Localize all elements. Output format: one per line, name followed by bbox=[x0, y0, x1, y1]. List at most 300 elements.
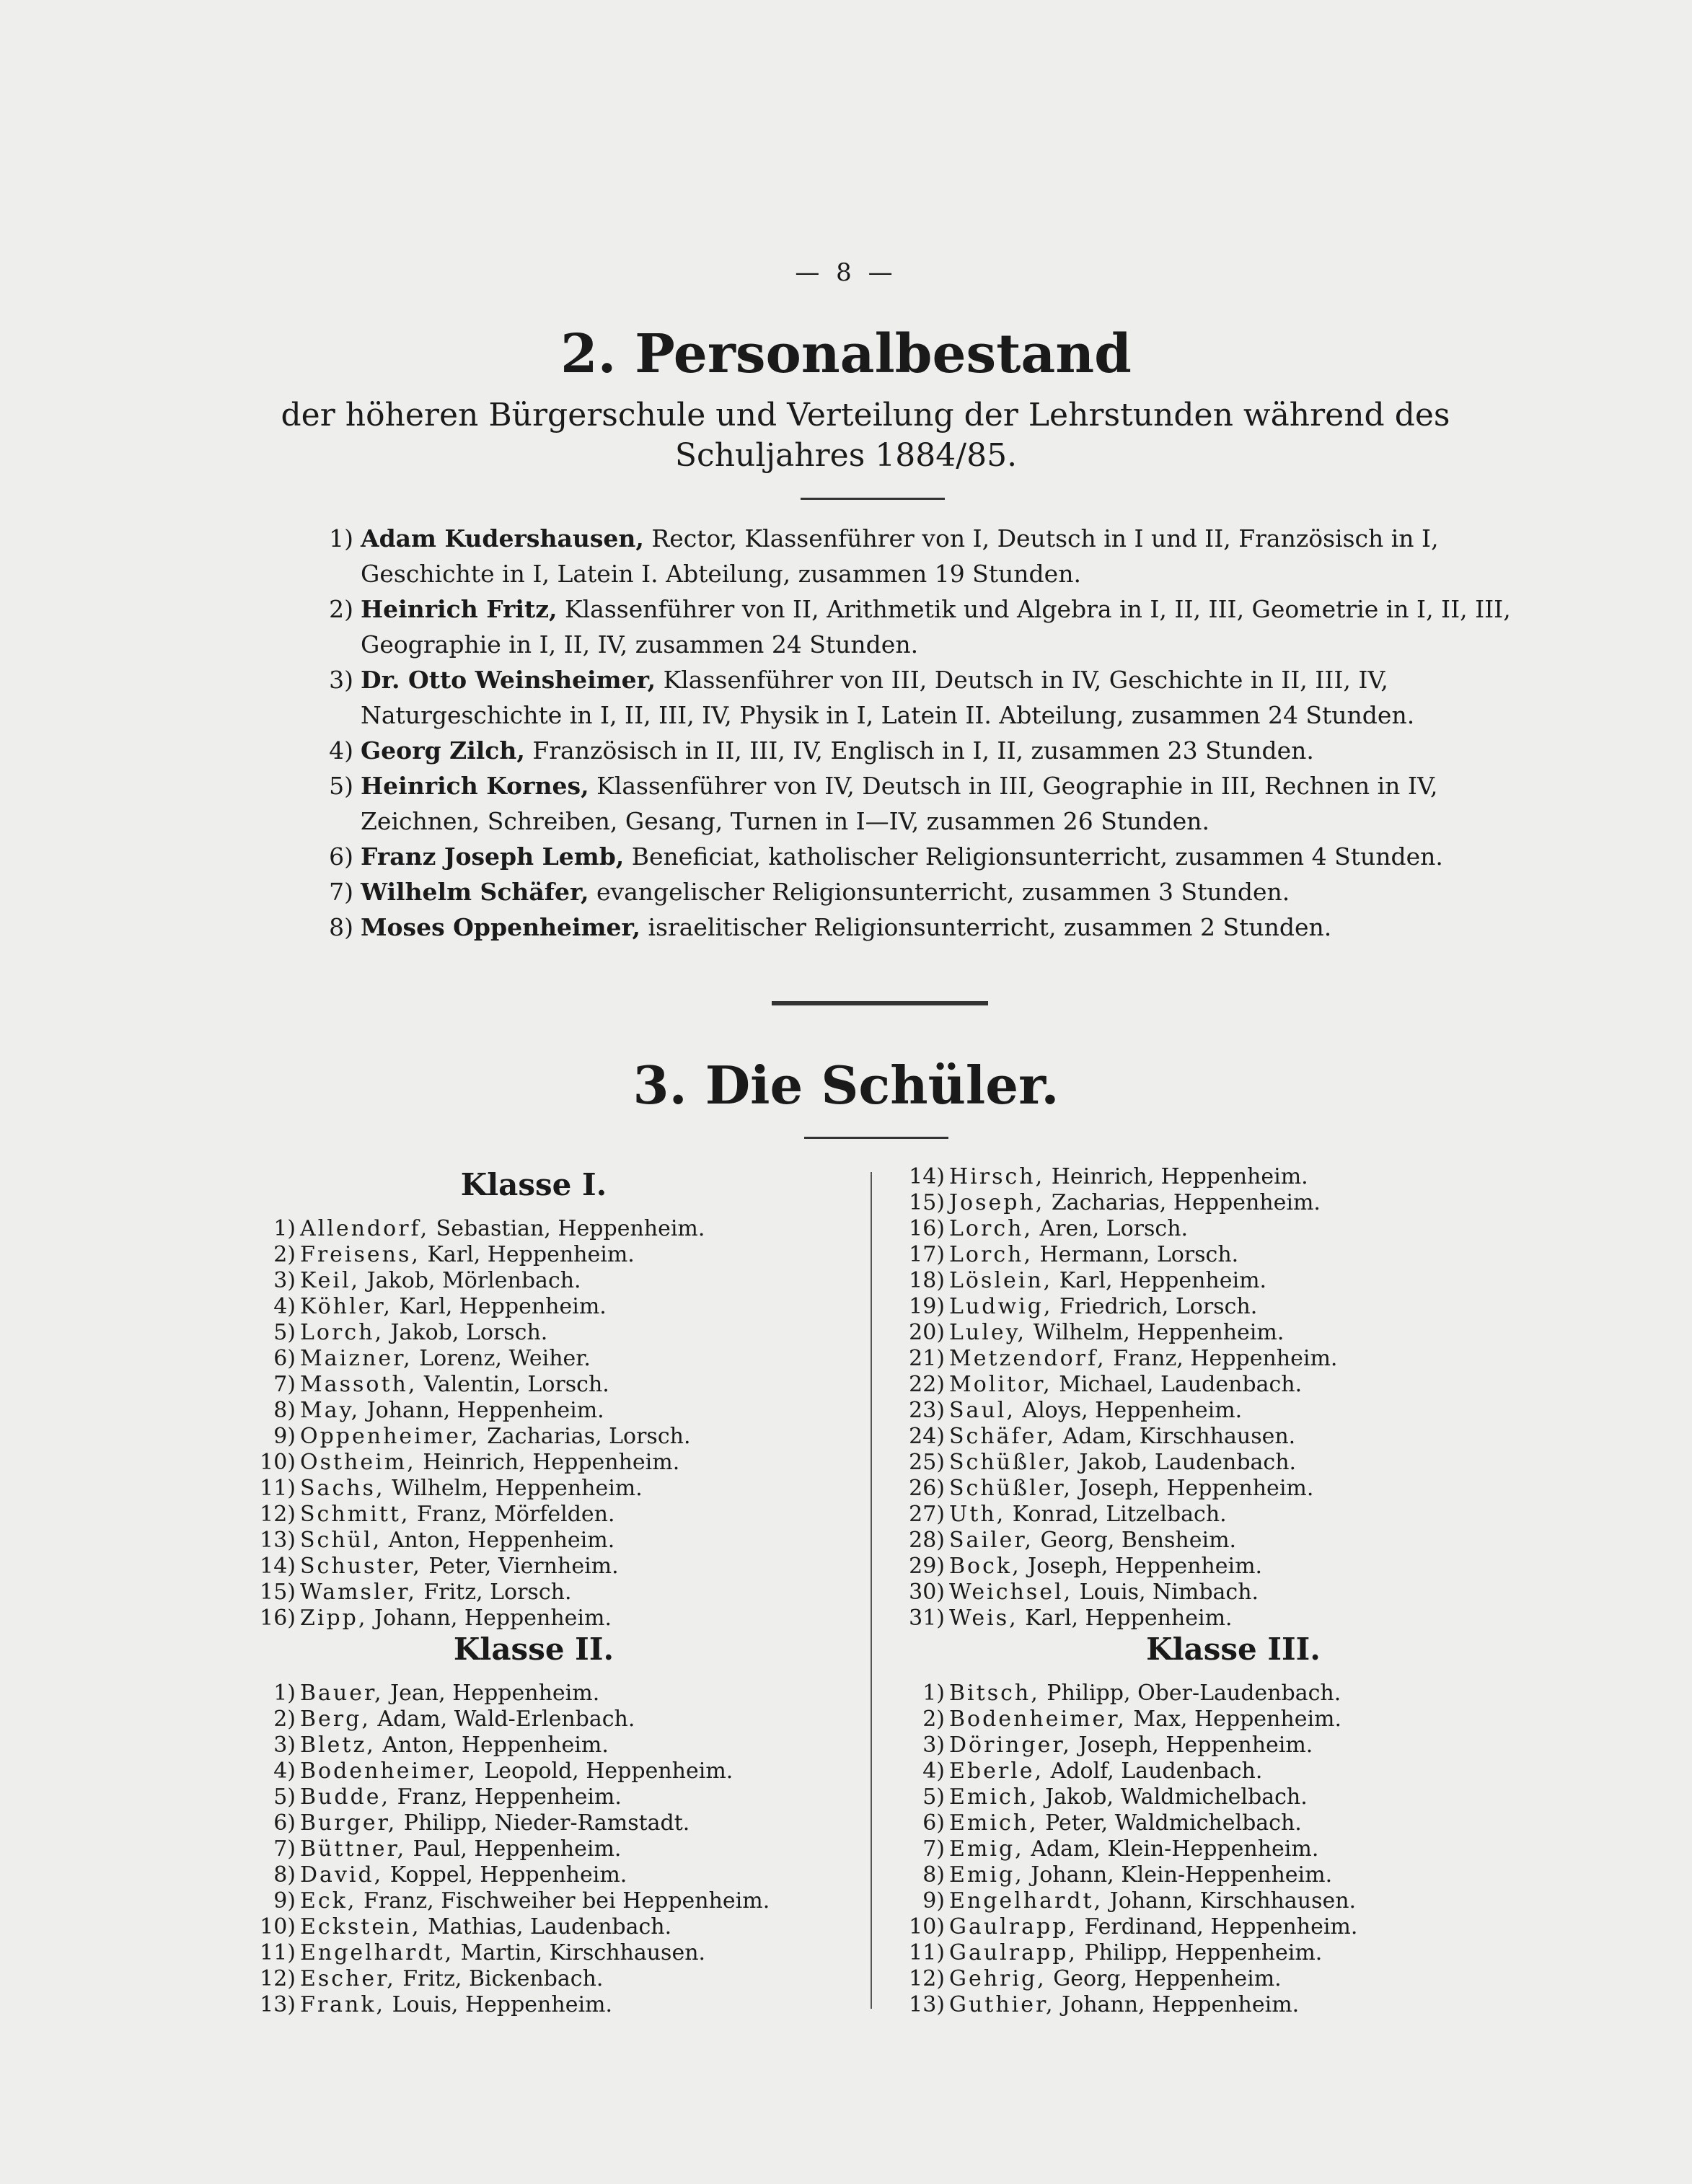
staff-duties: Rector, Klassenführer von I, Deutsch in I und II, Französisch in I, Geschichte in I, Latein I. Abteilung, zusammen 19 Stunden. bbox=[361, 524, 1439, 588]
student-number: 2) bbox=[922, 1707, 945, 1732]
student-number: 23) bbox=[909, 1398, 945, 1423]
student-surname: Eckstein, bbox=[300, 1914, 421, 1939]
student-given-name-and-town: Joseph, Heppenheim. bbox=[1021, 1554, 1263, 1579]
student-text bbox=[300, 1966, 844, 1992]
student-surname: Emig, bbox=[949, 1836, 1024, 1862]
student-number: 5) bbox=[273, 1784, 296, 1810]
student-entry bbox=[902, 1398, 1479, 1424]
student-given-name-and-town: Konrad, Litzelbach. bbox=[1005, 1502, 1227, 1527]
student-surname: Schmitt, bbox=[300, 1502, 410, 1527]
student-number: 4) bbox=[273, 1294, 296, 1319]
student-given-name-and-town: Friedrich, Lorsch. bbox=[1052, 1294, 1258, 1319]
student-surname: Schüßler, bbox=[949, 1476, 1072, 1501]
staff-entry-text bbox=[361, 874, 1536, 910]
student-surname: Sachs, bbox=[300, 1476, 385, 1501]
student-text bbox=[300, 1528, 844, 1554]
student-text bbox=[949, 1268, 1479, 1294]
student-entry bbox=[252, 1294, 844, 1320]
section-2-title: 2. Personalbestand bbox=[560, 323, 1132, 385]
student-entry bbox=[252, 1784, 844, 1810]
staff-entry-number: 3) bbox=[329, 666, 353, 694]
student-text bbox=[949, 1862, 1479, 1888]
student-number: 30) bbox=[909, 1580, 945, 1605]
student-surname: May, bbox=[300, 1398, 361, 1423]
student-given-name-and-town: Karl, Heppenheim. bbox=[392, 1294, 607, 1319]
staff-name: Dr. Otto Weinsheimer, bbox=[361, 666, 656, 694]
section-2-subtitle-line-1: der höheren Bürgerschule und Verteilung der Lehrstunden während des bbox=[281, 397, 1450, 433]
column-divider bbox=[871, 1172, 872, 2009]
student-entry bbox=[902, 1836, 1479, 1862]
student-text bbox=[949, 1784, 1479, 1810]
student-number: 14) bbox=[260, 1554, 296, 1579]
student-entry bbox=[902, 1810, 1479, 1836]
student-surname: David, bbox=[300, 1862, 384, 1888]
student-number: 3) bbox=[922, 1732, 945, 1758]
student-text bbox=[949, 1888, 1479, 1914]
student-entry bbox=[902, 1450, 1479, 1476]
student-entry bbox=[902, 1528, 1479, 1554]
student-entry bbox=[252, 1398, 844, 1424]
student-surname: Frank, bbox=[300, 1992, 386, 2017]
student-text bbox=[949, 1398, 1479, 1424]
student-text bbox=[949, 1681, 1479, 1707]
student-number: 7) bbox=[273, 1372, 296, 1397]
student-entry bbox=[902, 1242, 1479, 1268]
student-number: 8) bbox=[922, 1862, 945, 1888]
student-surname: Hirsch, bbox=[949, 1164, 1045, 1189]
klasse-2-heading: Klasse II. bbox=[453, 1632, 614, 1667]
staff-entry-text bbox=[361, 733, 1536, 768]
staff-name: Heinrich Kornes, bbox=[361, 772, 589, 800]
student-number: 11) bbox=[260, 1476, 296, 1501]
student-surname: Gaulrapp, bbox=[949, 1940, 1078, 1965]
student-surname: Guthier, bbox=[949, 1992, 1055, 2017]
student-text bbox=[300, 1758, 844, 1784]
student-entry bbox=[902, 1164, 1479, 1190]
student-given-name-and-town: Adam, Wald-Erlenbach. bbox=[370, 1707, 635, 1732]
student-surname: Weichsel, bbox=[949, 1580, 1073, 1605]
student-text bbox=[300, 1268, 844, 1294]
student-text bbox=[949, 1707, 1479, 1732]
student-text bbox=[300, 1502, 844, 1528]
student-text bbox=[300, 1810, 844, 1836]
student-entry bbox=[902, 1758, 1479, 1784]
student-entry bbox=[252, 1320, 844, 1346]
student-entry bbox=[902, 1966, 1479, 1992]
staff-entry-number: 8) bbox=[329, 913, 353, 941]
student-surname: Ostheim, bbox=[300, 1450, 416, 1475]
student-given-name-and-town: Max, Heppenheim. bbox=[1126, 1707, 1342, 1732]
student-entry bbox=[252, 1836, 844, 1862]
student-text bbox=[949, 1450, 1479, 1476]
student-entry bbox=[902, 1888, 1479, 1914]
student-surname: Ludwig, bbox=[949, 1294, 1053, 1319]
staff-duties: Beneficiat, katholischer Religionsunterricht, zusammen 4 Stunden. bbox=[624, 842, 1443, 871]
staff-name: Heinrich Fritz, bbox=[361, 595, 558, 623]
student-given-name-and-town: Louis, Heppenheim. bbox=[385, 1992, 613, 2017]
student-entry bbox=[252, 1216, 844, 1242]
student-number: 18) bbox=[909, 1268, 945, 1293]
student-entry bbox=[252, 1914, 844, 1940]
student-number: 1) bbox=[922, 1681, 945, 1706]
staff-entry-number: 7) bbox=[329, 878, 353, 906]
student-entry bbox=[252, 1888, 844, 1914]
student-given-name-and-town: Jean, Heppenheim. bbox=[383, 1681, 600, 1706]
student-text bbox=[949, 1914, 1479, 1940]
student-surname: Maizner, bbox=[300, 1346, 413, 1371]
klasse-3-student-list bbox=[902, 1681, 1479, 2018]
student-number: 1) bbox=[273, 1216, 296, 1241]
student-text bbox=[949, 1992, 1479, 2018]
student-text bbox=[300, 1836, 844, 1862]
student-given-name-and-town: Koppel, Heppenheim. bbox=[383, 1862, 627, 1888]
student-entry bbox=[902, 1372, 1479, 1398]
student-entry bbox=[902, 1320, 1479, 1346]
student-surname: Joseph, bbox=[949, 1190, 1045, 1215]
student-number: 16) bbox=[909, 1216, 945, 1241]
student-text bbox=[949, 1346, 1479, 1372]
student-number: 21) bbox=[909, 1346, 945, 1371]
staff-duties: Klassenführer von IV, Deutsch in III, Geographie in III, Rechnen in IV, Zeichnen, Schreiben, Gesang, Turnen in I—IV, zusammen 26 Stunden. bbox=[361, 772, 1438, 835]
staff-entry-number: 5) bbox=[329, 772, 353, 800]
student-text bbox=[300, 1398, 844, 1424]
student-number: 24) bbox=[909, 1424, 945, 1449]
student-given-name-and-town: Aren, Lorsch. bbox=[1032, 1216, 1189, 1241]
student-text bbox=[949, 1216, 1479, 1242]
student-entry bbox=[902, 1940, 1479, 1966]
student-number: 2) bbox=[273, 1707, 296, 1732]
student-entry bbox=[252, 1554, 844, 1580]
student-surname: Keil, bbox=[300, 1268, 361, 1293]
student-given-name-and-town: Heinrich, Heppenheim. bbox=[415, 1450, 680, 1475]
student-given-name-and-town: Valentin, Lorsch. bbox=[417, 1372, 609, 1397]
student-given-name-and-town: Johann, Kirschhausen. bbox=[1103, 1888, 1357, 1914]
staff-name: Georg Zilch, bbox=[361, 736, 525, 765]
student-number: 2) bbox=[273, 1242, 296, 1267]
student-number: 6) bbox=[273, 1810, 296, 1836]
student-text bbox=[300, 1554, 844, 1580]
student-surname: Lorch, bbox=[949, 1216, 1033, 1241]
student-surname: Saul, bbox=[949, 1398, 1015, 1423]
student-text bbox=[949, 1554, 1479, 1580]
student-given-name-and-town: Wilhelm, Heppenheim. bbox=[384, 1476, 643, 1501]
student-given-name-and-town: Fritz, Lorsch. bbox=[416, 1580, 572, 1605]
student-text bbox=[300, 1992, 844, 2018]
student-number: 27) bbox=[909, 1502, 945, 1527]
student-surname: Köhler, bbox=[300, 1294, 392, 1319]
student-given-name-and-town: Karl, Heppenheim. bbox=[1018, 1606, 1233, 1631]
student-number: 6) bbox=[922, 1810, 945, 1836]
student-surname: Massoth, bbox=[300, 1372, 418, 1397]
student-given-name-and-town: Martin, Kirschhausen. bbox=[454, 1940, 706, 1965]
student-given-name-and-town: Karl, Heppenheim. bbox=[420, 1242, 635, 1267]
student-text bbox=[300, 1216, 844, 1242]
student-given-name-and-town: Michael, Laudenbach. bbox=[1052, 1372, 1303, 1397]
divider-rule bbox=[804, 1137, 948, 1139]
student-text bbox=[949, 1476, 1479, 1502]
klasse-2-student-list bbox=[252, 1681, 844, 2018]
student-given-name-and-town: Jakob, Waldmichelbach. bbox=[1038, 1784, 1308, 1810]
student-entry bbox=[252, 1992, 844, 2018]
student-surname: Wamsler, bbox=[300, 1580, 417, 1605]
student-number: 3) bbox=[273, 1732, 296, 1758]
student-surname: Emig, bbox=[949, 1862, 1024, 1888]
student-surname: Luley, bbox=[949, 1320, 1027, 1345]
student-entry bbox=[252, 1424, 844, 1450]
section-3-title: 3. Die Schüler. bbox=[633, 1054, 1059, 1116]
student-entry bbox=[252, 1372, 844, 1398]
student-given-name-and-town: Anton, Heppenheim. bbox=[382, 1528, 615, 1553]
student-text bbox=[300, 1320, 844, 1346]
student-surname: Büttner, bbox=[300, 1836, 407, 1862]
staff-entry-number: 1) bbox=[329, 524, 353, 552]
student-entry bbox=[902, 1914, 1479, 1940]
student-text bbox=[300, 1424, 844, 1450]
student-entry bbox=[252, 1862, 844, 1888]
section-2-subtitle-line-2: Schuljahres 1884/85. bbox=[674, 437, 1018, 474]
student-given-name-and-town: Johann, Klein-Heppenheim. bbox=[1023, 1862, 1333, 1888]
student-given-name-and-town: Fritz, Bickenbach. bbox=[395, 1966, 604, 1991]
student-given-name-and-town: Peter, Waldmichelbach. bbox=[1038, 1810, 1302, 1836]
student-entry bbox=[252, 1732, 844, 1758]
student-surname: Bletz, bbox=[300, 1732, 376, 1758]
student-number: 11) bbox=[260, 1940, 296, 1965]
student-surname: Bodenheimer, bbox=[949, 1707, 1127, 1732]
divider-rule bbox=[801, 498, 945, 500]
student-number: 5) bbox=[922, 1784, 945, 1810]
student-given-name-and-town: Karl, Heppenheim. bbox=[1052, 1268, 1267, 1293]
student-entry bbox=[252, 1580, 844, 1606]
student-surname: Schül, bbox=[300, 1528, 382, 1553]
student-text bbox=[949, 1580, 1479, 1606]
student-number: 5) bbox=[273, 1320, 296, 1345]
student-surname: Bitsch, bbox=[949, 1681, 1040, 1706]
student-number: 1) bbox=[273, 1681, 296, 1706]
student-surname: Molitor, bbox=[949, 1372, 1052, 1397]
staff-entry bbox=[310, 733, 1536, 768]
student-given-name-and-town: Zacharias, Lorsch. bbox=[480, 1424, 691, 1449]
student-given-name-and-town: Franz, Heppenheim. bbox=[1106, 1346, 1338, 1371]
student-text bbox=[300, 1888, 844, 1914]
klasse-1-student-list bbox=[252, 1216, 844, 1632]
student-text bbox=[300, 1784, 844, 1810]
student-given-name-and-town: Franz, Fischweiher bei Heppenheim. bbox=[356, 1888, 770, 1914]
student-surname: Emich, bbox=[949, 1810, 1039, 1836]
student-given-name-and-town: Jakob, Mörlenbach. bbox=[360, 1268, 581, 1293]
section-divider-rule bbox=[772, 1001, 988, 1005]
student-entry bbox=[252, 1940, 844, 1966]
student-entry bbox=[902, 1476, 1479, 1502]
student-surname: Uth, bbox=[949, 1502, 1006, 1527]
student-number: 3) bbox=[273, 1268, 296, 1293]
student-entry bbox=[902, 1294, 1479, 1320]
staff-entry-number: 4) bbox=[329, 736, 353, 765]
student-entry bbox=[252, 1242, 844, 1268]
student-number: 11) bbox=[909, 1940, 945, 1965]
student-number: 10) bbox=[260, 1914, 296, 1939]
student-number: 10) bbox=[909, 1914, 945, 1939]
student-entry bbox=[252, 1476, 844, 1502]
student-text bbox=[949, 1528, 1479, 1554]
student-entry bbox=[902, 1732, 1479, 1758]
student-given-name-and-town: Adam, Klein-Heppenheim. bbox=[1023, 1836, 1319, 1862]
student-given-name-and-town: Jakob, Lorsch. bbox=[383, 1320, 548, 1345]
student-surname: Schüßler, bbox=[949, 1450, 1072, 1475]
student-entry bbox=[902, 1268, 1479, 1294]
student-number: 9) bbox=[273, 1424, 296, 1449]
student-number: 13) bbox=[909, 1992, 945, 2017]
student-entry bbox=[252, 1450, 844, 1476]
staff-name: Franz Joseph Lemb, bbox=[361, 842, 625, 871]
student-surname: Budde, bbox=[300, 1784, 391, 1810]
student-text bbox=[300, 1606, 844, 1632]
student-text bbox=[949, 1732, 1479, 1758]
student-number: 12) bbox=[909, 1966, 945, 1991]
student-surname: Berg, bbox=[300, 1707, 371, 1732]
student-text bbox=[300, 1862, 844, 1888]
klasse-1-student-list-continued bbox=[902, 1164, 1479, 1632]
student-given-name-and-town: Johann, Heppenheim. bbox=[367, 1606, 612, 1631]
staff-duties: Klassenführer von III, Deutsch in IV, Geschichte in II, III, IV, Naturgeschichte in I, II, III, IV, Physik in I, Latein II. Abteilung, zusammen 24 Stunden. bbox=[361, 666, 1415, 729]
student-text bbox=[300, 1732, 844, 1758]
student-text bbox=[300, 1450, 844, 1476]
student-entry bbox=[902, 1580, 1479, 1606]
student-text bbox=[949, 1294, 1479, 1320]
student-number: 4) bbox=[922, 1758, 945, 1784]
student-entry bbox=[902, 1424, 1479, 1450]
student-text bbox=[949, 1424, 1479, 1450]
staff-duties: Französisch in II, III, IV, Englisch in I, II, zusammen 23 Stunden. bbox=[524, 736, 1314, 765]
klasse-1-heading: Klasse I. bbox=[460, 1167, 607, 1202]
student-number: 17) bbox=[909, 1242, 945, 1267]
student-entry bbox=[252, 1502, 844, 1528]
klasse-3-heading: Klasse III. bbox=[1146, 1632, 1321, 1667]
staff-name: Adam Kudershausen, bbox=[361, 524, 644, 552]
student-surname: Gehrig, bbox=[949, 1966, 1047, 1991]
student-surname: Gaulrapp, bbox=[949, 1914, 1078, 1939]
student-given-name-and-town: Zacharias, Heppenheim. bbox=[1044, 1190, 1321, 1215]
student-given-name-and-town: Georg, Bensheim. bbox=[1033, 1528, 1237, 1553]
staff-entry-text bbox=[361, 591, 1536, 662]
student-entry bbox=[902, 1216, 1479, 1242]
student-surname: Engelhardt, bbox=[949, 1888, 1103, 1914]
student-surname: Schuster, bbox=[300, 1554, 422, 1579]
staff-entry-text bbox=[361, 910, 1536, 945]
student-text bbox=[949, 1320, 1479, 1346]
student-text bbox=[949, 1836, 1479, 1862]
staff-entry-text bbox=[361, 768, 1536, 839]
student-surname: Metzendorf, bbox=[949, 1346, 1106, 1371]
staff-entry-text bbox=[361, 839, 1536, 874]
student-given-name-and-town: Philipp, Nieder-Ramstadt. bbox=[397, 1810, 690, 1836]
staff-name: Moses Oppenheimer, bbox=[361, 913, 640, 941]
student-surname: Emich, bbox=[949, 1784, 1039, 1810]
student-entry bbox=[252, 1346, 844, 1372]
student-number: 8) bbox=[273, 1862, 296, 1888]
student-given-name-and-town: Joseph, Heppenheim. bbox=[1072, 1476, 1314, 1501]
student-text bbox=[300, 1372, 844, 1398]
student-given-name-and-town: Georg, Heppenheim. bbox=[1046, 1966, 1282, 1991]
student-given-name-and-town: Hermann, Lorsch. bbox=[1032, 1242, 1239, 1267]
student-given-name-and-town: Leopold, Heppenheim. bbox=[477, 1758, 733, 1784]
student-given-name-and-town: Franz, Mörfelden. bbox=[410, 1502, 615, 1527]
student-given-name-and-town: Wilhelm, Heppenheim. bbox=[1026, 1320, 1285, 1345]
student-entry bbox=[252, 1528, 844, 1554]
student-surname: Weis, bbox=[949, 1606, 1018, 1631]
student-text bbox=[949, 1164, 1479, 1190]
student-entry bbox=[902, 1554, 1479, 1580]
student-surname: Bock, bbox=[949, 1554, 1021, 1579]
student-text bbox=[949, 1502, 1479, 1528]
student-text bbox=[949, 1190, 1479, 1216]
staff-duties: evangelischer Religionsunterricht, zusammen 3 Stunden. bbox=[589, 878, 1290, 906]
student-number: 19) bbox=[909, 1294, 945, 1319]
student-number: 26) bbox=[909, 1476, 945, 1501]
student-number: 31) bbox=[909, 1606, 945, 1631]
student-surname: Engelhardt, bbox=[300, 1940, 454, 1965]
student-surname: Allendorf, bbox=[300, 1216, 430, 1241]
student-text bbox=[300, 1242, 844, 1268]
student-surname: Schäfer, bbox=[949, 1424, 1056, 1449]
student-surname: Döringer, bbox=[949, 1732, 1072, 1758]
staff-entry bbox=[310, 768, 1536, 839]
student-surname: Escher, bbox=[300, 1966, 396, 1991]
student-text bbox=[300, 1681, 844, 1707]
student-given-name-and-town: Heinrich, Heppenheim. bbox=[1044, 1164, 1308, 1189]
student-surname: Burger, bbox=[300, 1810, 397, 1836]
student-given-name-and-town: Mathias, Laudenbach. bbox=[420, 1914, 672, 1939]
student-text bbox=[949, 1372, 1479, 1398]
student-text bbox=[300, 1940, 844, 1966]
student-number: 16) bbox=[260, 1606, 296, 1631]
student-entry bbox=[902, 1681, 1479, 1707]
student-entry bbox=[902, 1606, 1479, 1632]
student-surname: Lorch, bbox=[300, 1320, 384, 1345]
student-given-name-and-town: Adam, Kirschhausen. bbox=[1056, 1424, 1296, 1449]
student-given-name-and-town: Franz, Heppenheim. bbox=[390, 1784, 622, 1810]
student-given-name-and-town: Paul, Heppenheim. bbox=[406, 1836, 622, 1862]
student-surname: Sailer, bbox=[949, 1528, 1034, 1553]
student-given-name-and-town: Adolf, Laudenbach. bbox=[1044, 1758, 1263, 1784]
student-number: 15) bbox=[909, 1190, 945, 1215]
staff-entry-number: 2) bbox=[329, 595, 353, 623]
student-entry bbox=[252, 1681, 844, 1707]
student-given-name-and-town: Johann, Heppenheim. bbox=[1054, 1992, 1300, 2017]
student-entry bbox=[902, 1502, 1479, 1528]
student-number: 9) bbox=[273, 1888, 296, 1914]
student-surname: Bodenheimer, bbox=[300, 1758, 477, 1784]
student-given-name-and-town: Joseph, Heppenheim. bbox=[1071, 1732, 1313, 1758]
staff-entry-number: 6) bbox=[329, 842, 353, 871]
student-given-name-and-town: Philipp, Ober-Laudenbach. bbox=[1039, 1681, 1341, 1706]
student-number: 20) bbox=[909, 1320, 945, 1345]
staff-entry bbox=[310, 910, 1536, 945]
student-entry bbox=[902, 1190, 1479, 1216]
student-number: 25) bbox=[909, 1450, 945, 1475]
student-text bbox=[949, 1810, 1479, 1836]
student-text bbox=[300, 1294, 844, 1320]
student-text bbox=[300, 1707, 844, 1732]
staff-entry-text bbox=[361, 521, 1536, 591]
student-number: 7) bbox=[922, 1836, 945, 1862]
student-number: 28) bbox=[909, 1528, 945, 1553]
student-text bbox=[949, 1242, 1479, 1268]
student-entry bbox=[902, 1992, 1479, 2018]
student-text bbox=[949, 1758, 1479, 1784]
student-entry bbox=[252, 1966, 844, 1992]
student-entry bbox=[252, 1810, 844, 1836]
staff-duties: Klassenführer von II, Arithmetik und Algebra in I, II, III, Geometrie in I, II, III, Geographie in I, II, IV, zusammen 24 Stunden. bbox=[361, 595, 1511, 659]
